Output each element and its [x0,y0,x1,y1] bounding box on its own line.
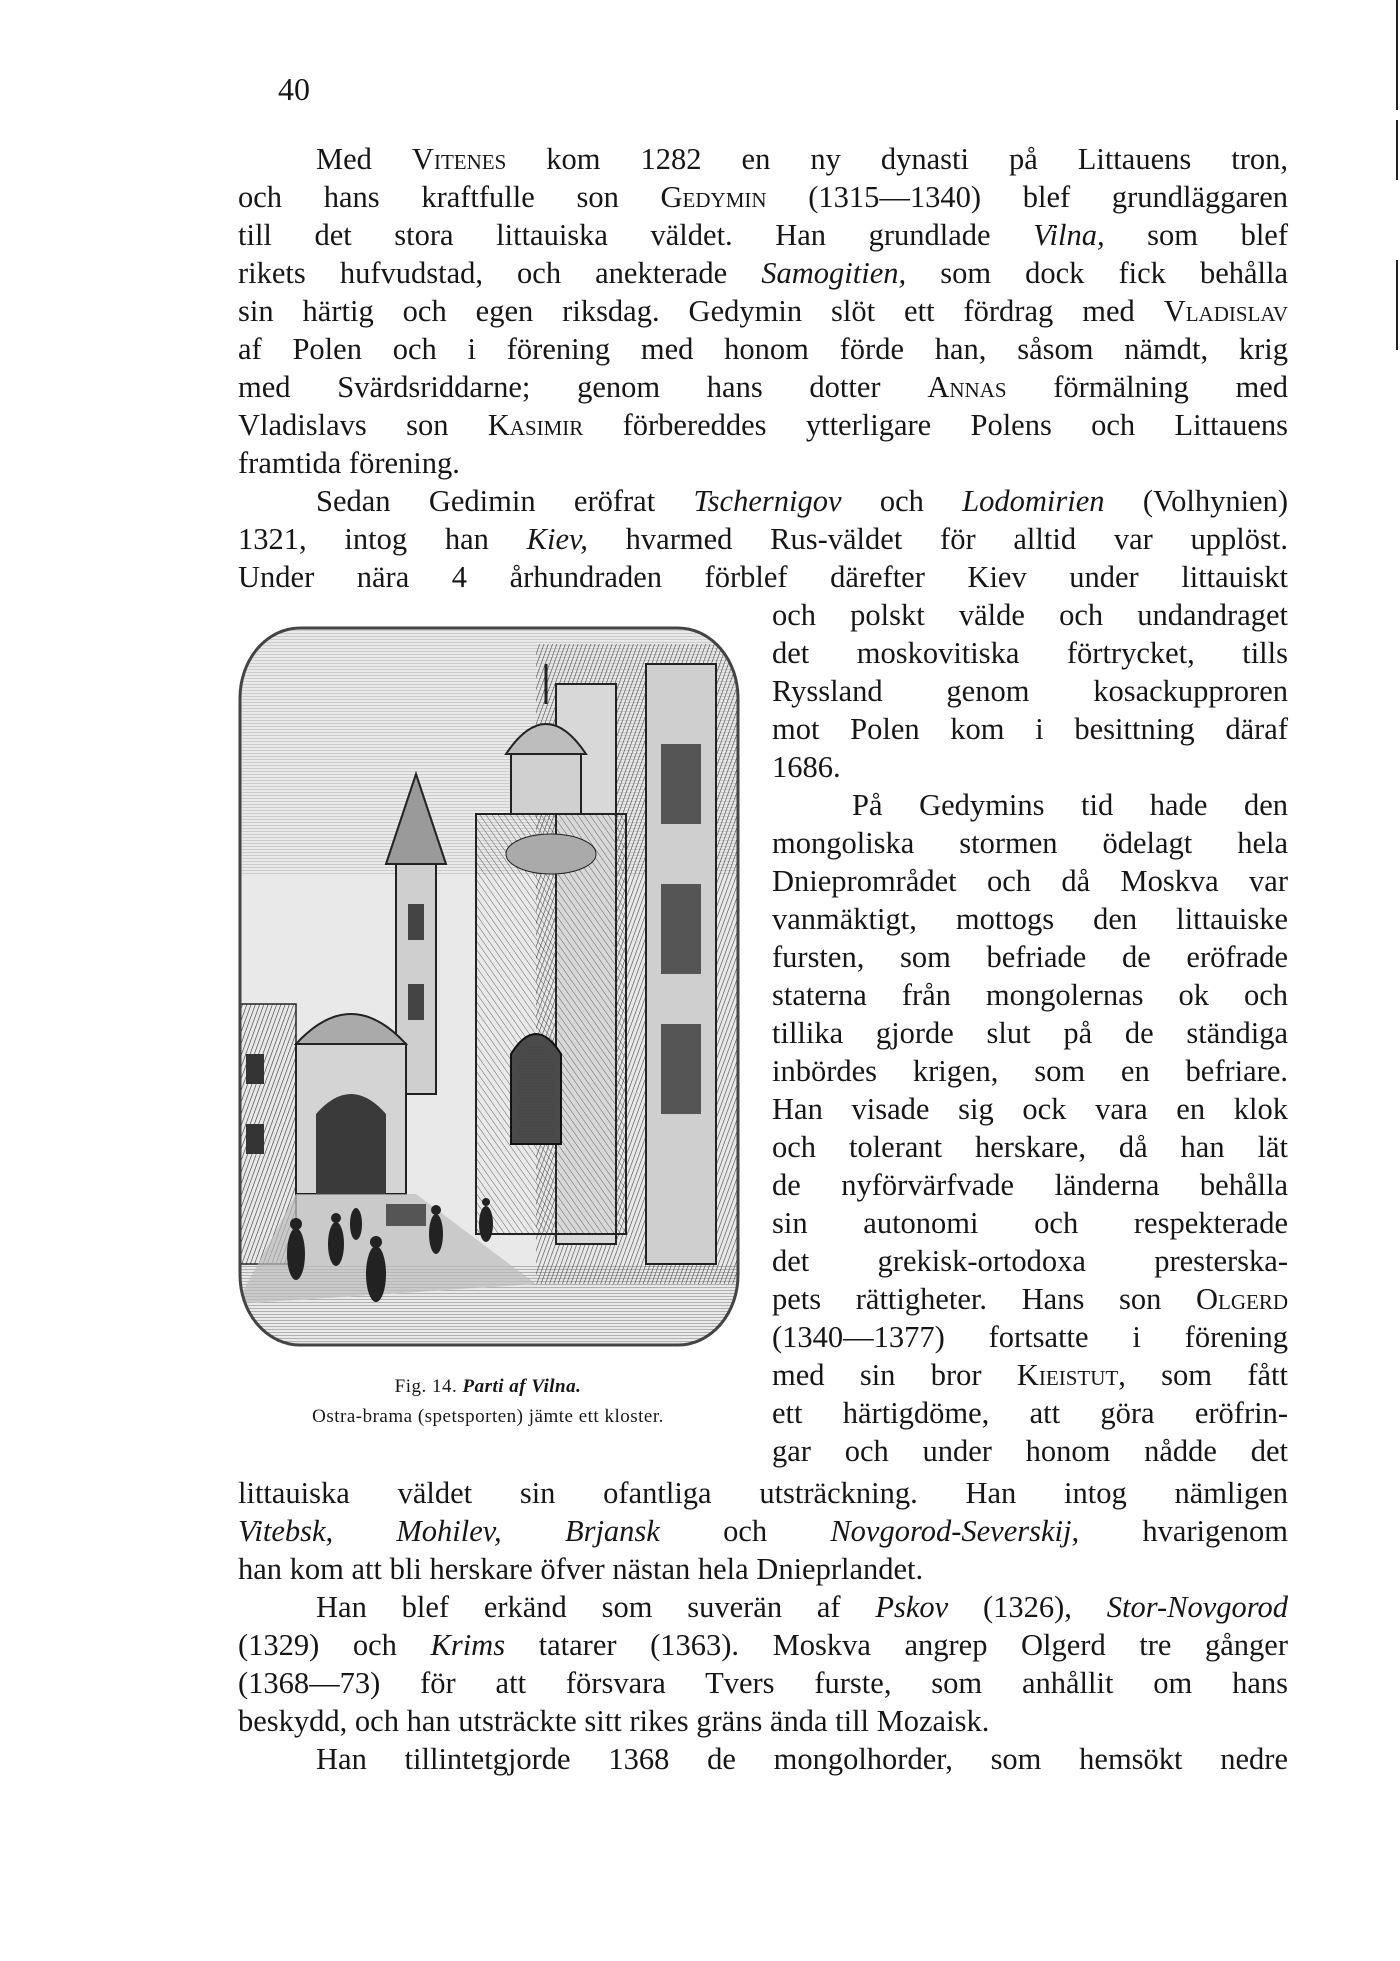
body-text-top [238,140,1288,596]
text-line: vanmäktigt, mottogs den littauiske [772,902,1288,936]
engraving-illustration [236,624,742,1349]
figure-caption-subtitle: Ostra-brama (spetsporten) jämte ett kloster. [312,1406,664,1427]
text-line: Dnieprområdet och då Moskva var [772,864,1288,898]
text-line: och hans kraftfulle son Gedymin (1315—1340) blef grundläggaren [238,180,1288,214]
text-line: sin härtig och egen riksdag. Gedymin slöt ett fördrag med Vladislav [238,294,1288,328]
text-line: 1686. [772,750,841,784]
figure-caption-title [228,1372,748,1402]
text-line: beskydd, och han utsträckte sitt rikes gräns ända till Mozaisk. [238,1704,990,1738]
text-line: mongoliska stormen ödelagt hela [772,826,1288,860]
text-line: framtida förening. [238,446,460,480]
text-line: och polskt välde och undandraget [772,598,1288,632]
name-annas: Annas [927,370,1007,404]
text-line: (1329) och Krims tatarer (1363). Moskva angrep Olgerd tre gånger [238,1628,1288,1662]
name-kieistut: Kieistut, [1016,1358,1126,1392]
wrap-column [772,596,1288,1470]
scan-edge-mark [1396,0,1398,110]
name-olgerd: Olgerd [1195,1282,1288,1316]
text-line: Vitebsk, Mohilev, Brjansk och Novgorod-Severskij, hvarigenom [238,1514,1289,1548]
text-line: Vladislavs son Kasimir förbereddes ytterligare Polens och Littauens [238,408,1288,442]
text-line: med Svärdsriddarne; genom hans dotter Annas förmälning med [238,370,1288,404]
text-line: ett härtigdöme, att göra eröfrin- [772,1396,1288,1430]
place-samogitien: Samogitien, [761,256,907,290]
text-line: gar och under honom nådde det [772,1434,1288,1468]
name-gedymin: Gedymin [660,180,767,214]
text-line: Sedan Gedimin eröfrat Tschernigov och Lodomirien (Volhynien) [316,484,1288,518]
text-line: och tolerant herskare, då han lät [772,1130,1288,1164]
text-line: littauiska väldet sin ofantliga utsträckning. Han intog nämligen [238,1476,1288,1510]
figure-title: Parti af Vilna. [462,1376,582,1397]
scan-edge-mark [1396,120,1398,180]
text-line: Han blef erkänd som suverän af Pskov (1326), Stor-Novgorod [316,1590,1288,1624]
text-line: Med Vitenes kom 1282 en ny dynasti på Littauens tron, [316,142,1288,176]
text-line: rikets hufvudstad, och anekterade Samogitien, som dock fick behålla [238,256,1289,290]
text-line: fursten, som befriade de eröfrade [772,940,1288,974]
text-line: det moskovitiska förtrycket, tills [772,636,1288,670]
text-line: inbördes krigen, som en befriare. [772,1054,1288,1088]
figure-label: Fig. 14. [394,1376,458,1397]
text-line: 1321, intog han Kiev, hvarmed Rus-väldet för alltid var upplöst. [238,522,1288,556]
name-kasimir: Kasimir [487,408,584,442]
text-line: han kom att bli herskare öfver nästan hela Dnieprlandet. [238,1552,924,1586]
text-line: sin autonomi och respekterade [772,1206,1288,1240]
text-line: af Polen och i förening med honom förde han, såsom nämdt, krig [238,332,1288,366]
text-line: Han tillintetgjorde 1368 de mongolhorder, som hemsökt nedre [316,1742,1288,1776]
scan-edge-mark [1396,260,1398,350]
name-vitenes: Vitenes [411,142,507,176]
text-line: (1368—73) för att försvara Tvers furste, som anhållit om hans [238,1666,1288,1700]
text-line: de nyförvärfvade länderna behålla [772,1168,1288,1202]
text-line: Ryssland genom kosackupproren [772,674,1288,708]
text-line: På Gedymins tid hade den [852,788,1288,822]
text-line: det grekisk-ortodoxa presterska- [772,1244,1288,1278]
text-line: (1340—1377) fortsatte i förening [772,1320,1288,1354]
text-line: pets rättigheter. Hans son Olgerd [772,1282,1288,1316]
text-line: Han visade sig ock vara en klok [772,1092,1288,1126]
text-line: till det stora littauiska väldet. Han grundlade Vilna, som blef [238,218,1288,252]
place-vilna: Vilna, [1033,218,1105,252]
text-line: med sin bror Kieistut, som fått [772,1358,1288,1392]
text-line: mot Polen kom i besittning däraf [772,712,1288,746]
page-number: 40 [278,71,310,107]
body-text-bottom [238,1474,1288,1778]
text-line: tillika gjorde slut på de ständiga [772,1016,1288,1050]
text-line: staterna från mongolernas ok och [772,978,1288,1012]
name-vladislav: Vladislav [1163,294,1288,328]
figure-engraving [236,624,742,1349]
text-line: Under nära 4 århundraden förblef därefter Kiev under littauiskt [238,560,1288,594]
